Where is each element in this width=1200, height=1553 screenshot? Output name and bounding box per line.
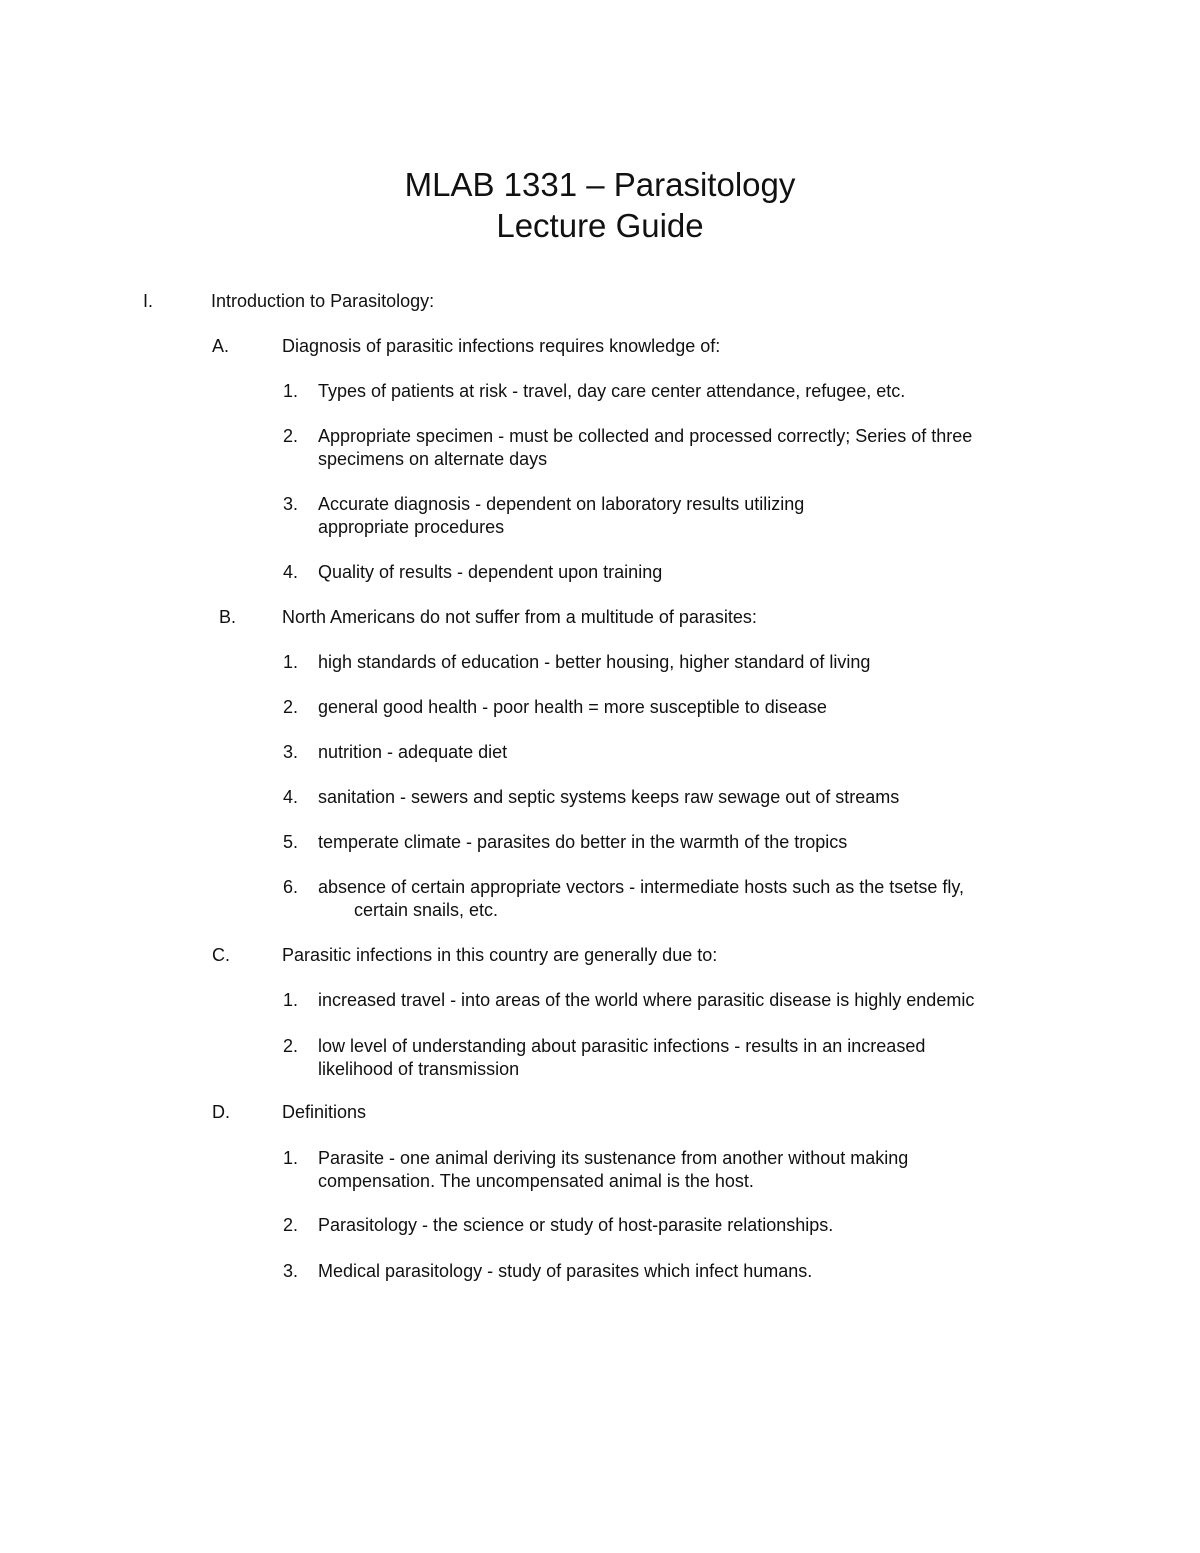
list-item-marker: 3.	[283, 1261, 299, 1281]
list-item-text-continued: appropriate procedures	[318, 517, 505, 537]
list-item-text-continued: compensation. The uncompensated animal is the host.	[318, 1171, 754, 1191]
list-item-marker: 1.	[283, 652, 299, 672]
document-title: MLAB 1331 – Parasitology	[404, 166, 796, 203]
subsection-heading: Parasitic infections in this country are generally due to:	[282, 945, 718, 965]
subsection-heading: Definitions	[282, 1102, 367, 1122]
list-item-text: high standards of education - better housing, higher standard of living	[318, 652, 871, 672]
list-item-text: low level of understanding about parasitic infections - results in an increased	[318, 1036, 926, 1056]
list-item-text-continued: certain snails, etc.	[354, 900, 499, 920]
list-item-marker: 1.	[283, 1148, 299, 1168]
list-item-marker: 3.	[283, 494, 299, 514]
list-item-text-continued: likelihood of transmission	[318, 1059, 520, 1079]
list-item-text: Parasite - one animal deriving its sustenance from another without making	[318, 1148, 909, 1168]
list-item-text: Quality of results - dependent upon training	[318, 562, 663, 582]
list-item-text: Appropriate specimen - must be collected and processed correctly; Series of three	[318, 426, 973, 446]
subsection-heading: North Americans do not suffer from a multitude of parasites:	[282, 607, 757, 627]
document-subtitle: Lecture Guide	[496, 207, 704, 244]
list-item-marker: 1.	[283, 990, 299, 1010]
list-item-marker: 2.	[283, 1215, 299, 1235]
list-item-text: sanitation - sewers and septic systems keeps raw sewage out of streams	[318, 787, 900, 807]
list-item-marker: 2.	[283, 426, 299, 446]
list-item-text: Parasitology - the science or study of host-parasite relationships.	[318, 1215, 834, 1235]
list-item-marker: 2.	[283, 697, 299, 717]
list-item-text: Medical parasitology - study of parasites which infect humans.	[318, 1261, 813, 1281]
subsection-heading: Diagnosis of parasitic infections requires knowledge of:	[282, 336, 721, 356]
list-item-text-continued: specimens on alternate days	[318, 449, 548, 469]
subsection-marker: A.	[212, 336, 230, 356]
list-item-text: Accurate diagnosis - dependent on laboratory results utilizing	[318, 494, 805, 514]
list-item-text: Types of patients at risk - travel, day care center attendance, refugee, etc.	[318, 381, 906, 401]
list-item-text: absence of certain appropriate vectors - intermediate hosts such as the tsetse fly,	[318, 877, 964, 897]
list-item-marker: 4.	[283, 787, 299, 807]
subsection-marker: B.	[219, 607, 237, 627]
list-item-marker: 5.	[283, 832, 299, 852]
list-item-text: general good health - poor health = more susceptible to disease	[318, 697, 827, 717]
list-item-text: nutrition - adequate diet	[318, 742, 508, 762]
list-item-marker: 4.	[283, 562, 299, 582]
list-item-text: increased travel - into areas of the world where parasitic disease is highly endemic	[318, 990, 975, 1010]
section-heading: Introduction to Parasitology:	[211, 291, 435, 311]
list-item-marker: 2.	[283, 1036, 299, 1056]
list-item-text: temperate climate - parasites do better in the warmth of the tropics	[318, 832, 848, 852]
list-item-marker: 1.	[283, 381, 299, 401]
section-marker: I.	[143, 291, 154, 311]
list-item-marker: 3.	[283, 742, 299, 762]
subsection-marker: C.	[212, 945, 230, 965]
list-item-marker: 6.	[283, 877, 299, 897]
subsection-marker: D.	[212, 1102, 230, 1122]
